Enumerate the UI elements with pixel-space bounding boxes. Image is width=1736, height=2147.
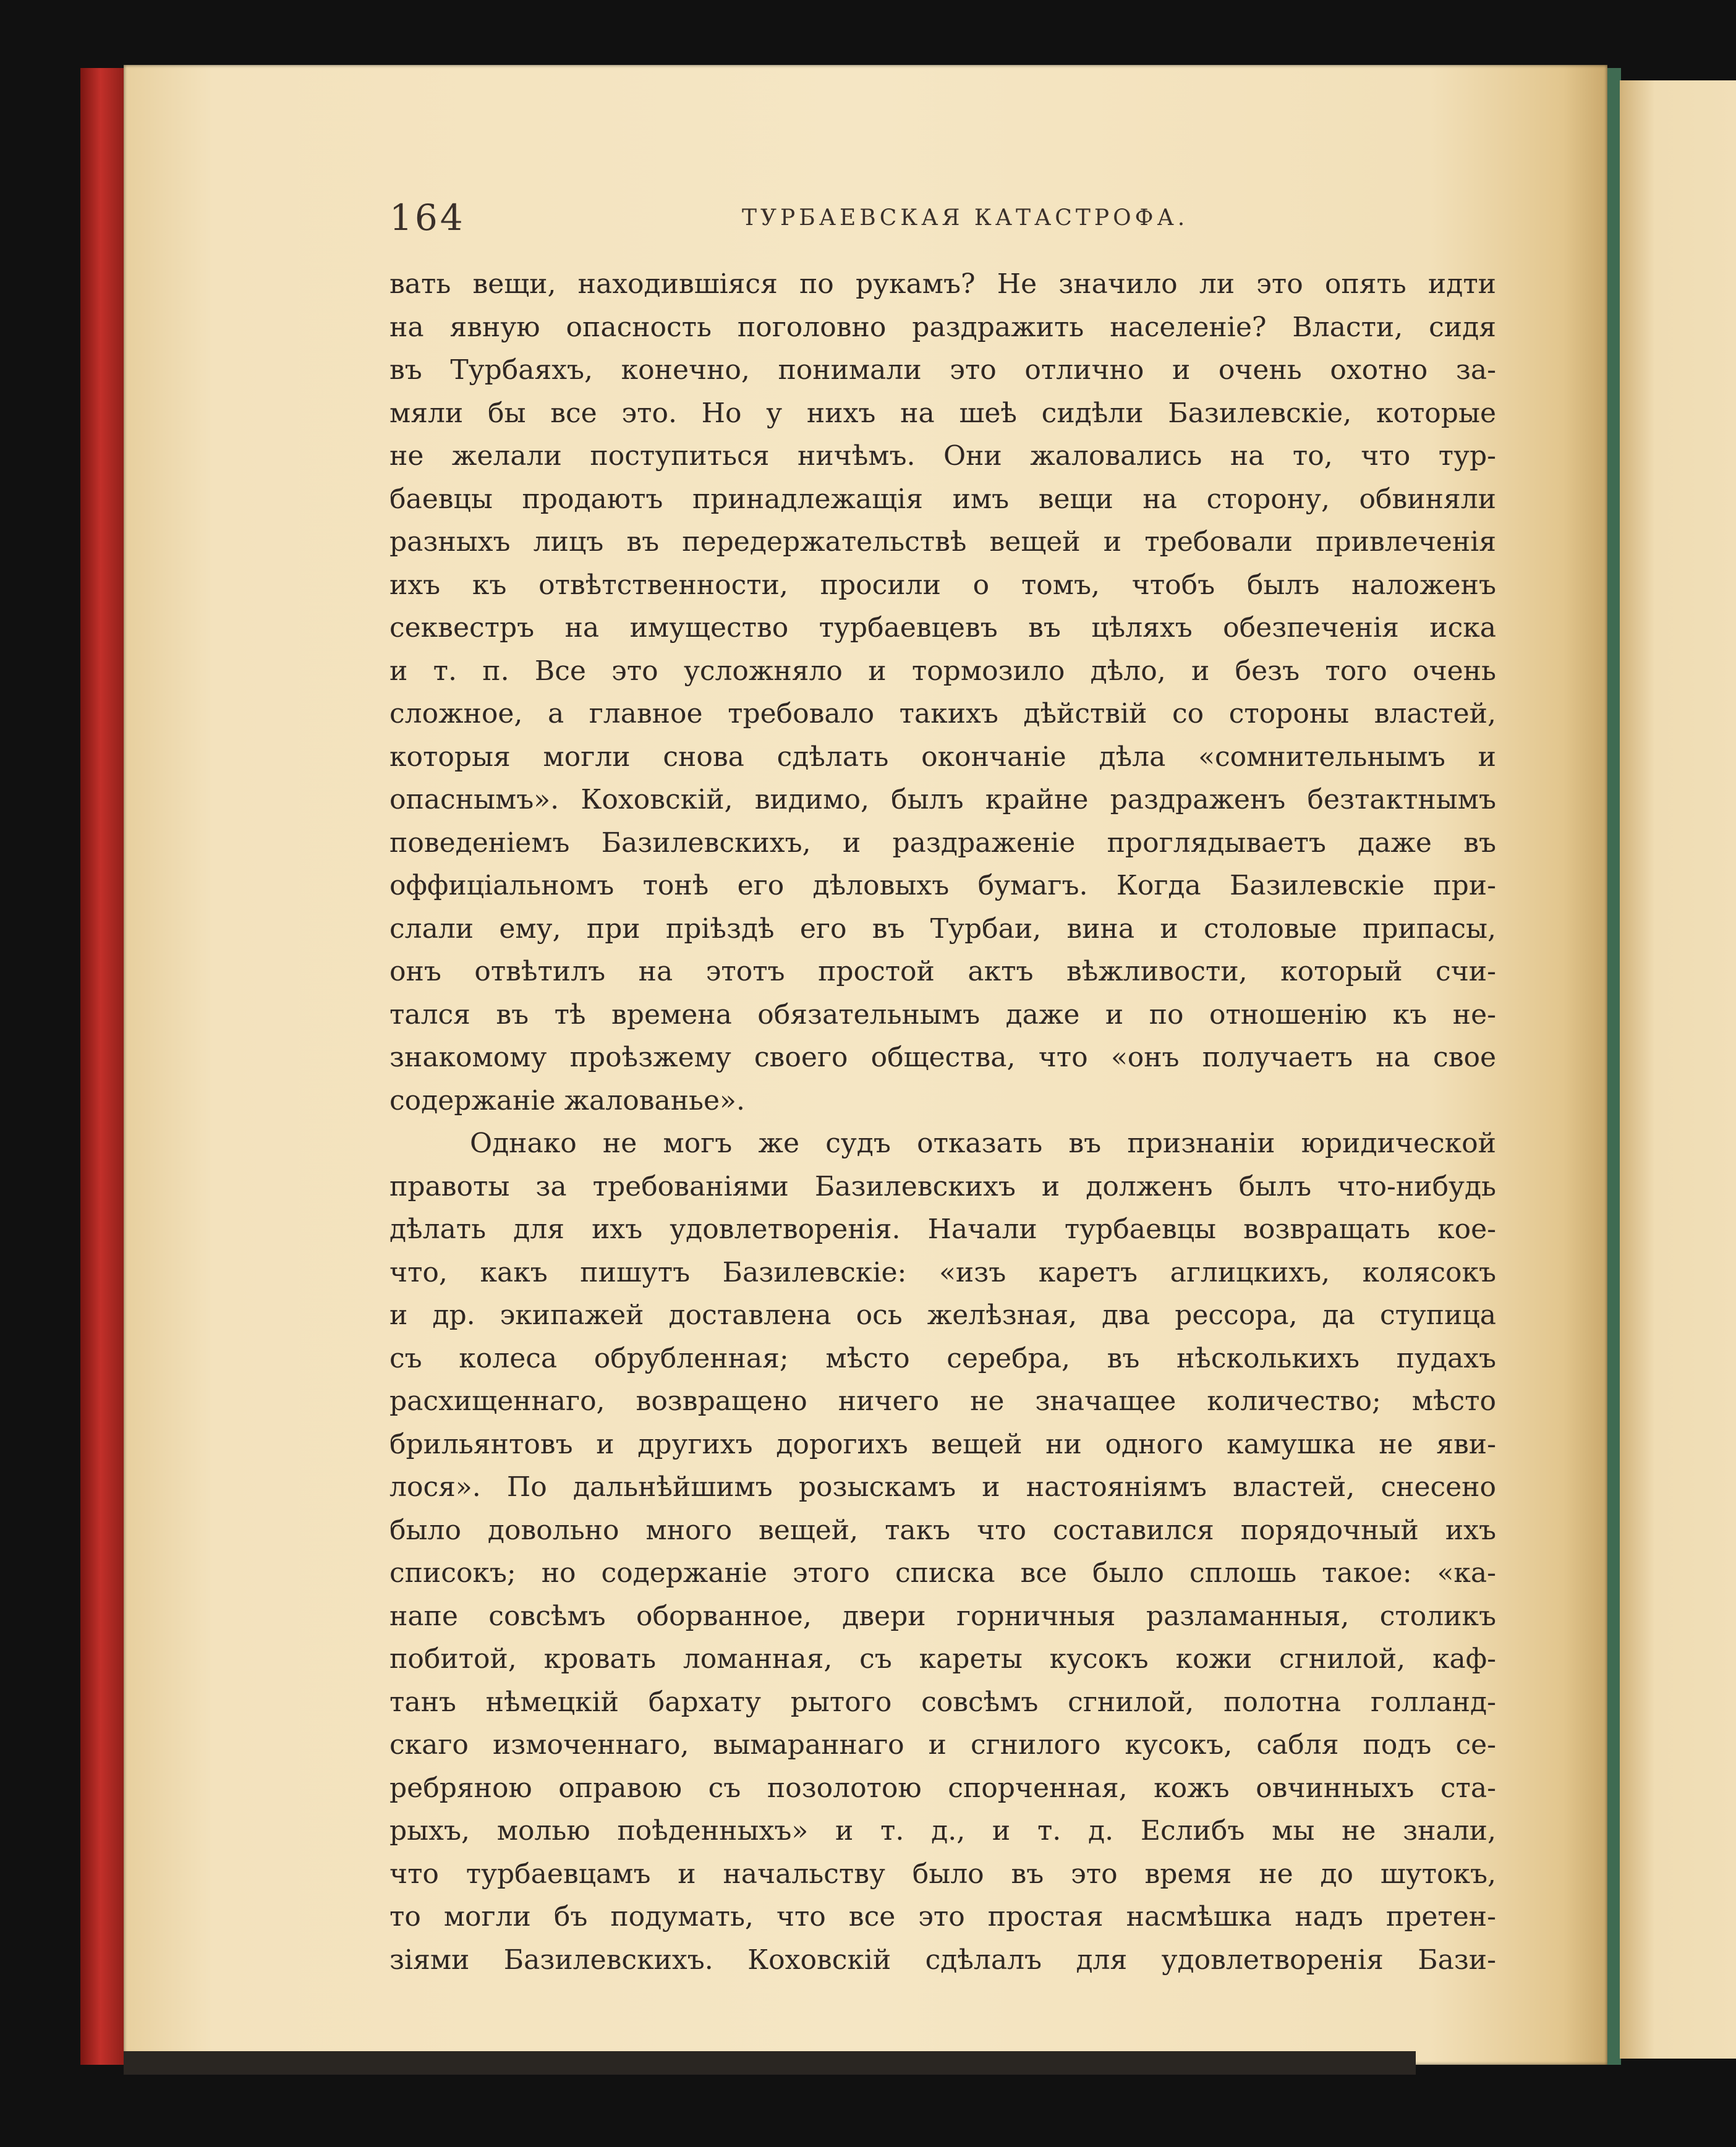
next-page [1620, 80, 1736, 2059]
page-number: 164 [389, 197, 466, 239]
text-line: опаснымъ». Коховскій, видимо, былъ крайне раздраженъ безтактнымъ [389, 784, 1496, 815]
text-line: мяли бы все это. Но у нихъ на шеѣ сидѣли Базилевскіе, которые [389, 397, 1496, 429]
text-line: было довольно много вещей, такъ что составился порядочный ихъ [389, 1514, 1496, 1546]
text-line: дѣлать для ихъ удовлетворенія. Начали турбаевцы возвращать кое- [389, 1214, 1496, 1245]
text-line: ребряною оправою съ позолотою спорченная, кожъ овчинныхъ ста- [389, 1772, 1496, 1804]
text-line: въ Турбаяхъ, конечно, понимали это отлично и очень охотно за- [389, 354, 1496, 386]
text-line: и т. п. Все это усложняло и тормозило дѣло, и безъ того очень [389, 655, 1496, 687]
page-text [389, 263, 1496, 1981]
text-line: баевцы продаютъ принадлежащія имъ вещи на сторону, обвиняли [389, 483, 1496, 515]
text-line: брильянтовъ и другихъ дорогихъ вещей ни одного камушка не яви- [389, 1428, 1496, 1460]
text-line: вать вещи, находившіяся по рукамъ? Не значило ли это опять идти [389, 268, 1496, 300]
text-line: рыхъ, молью поѣденныхъ» и т. д., и т. д. Еслибъ мы не знали, [389, 1815, 1496, 1847]
text-line: зіями Базилевскихъ. Коховскій сдѣлалъ для удовлетворенія Бази- [389, 1944, 1496, 1976]
text-line: онъ отвѣтилъ на этотъ простой актъ вѣжливости, который счи- [389, 956, 1496, 987]
text-line: танъ нѣмецкій бархату рытого совсѣмъ сгнилой, полотна голланд- [389, 1686, 1496, 1718]
text-line: расхищеннаго, возвращено ничего не значащее количество; мѣсто [389, 1385, 1496, 1417]
text-line: разныхъ лицъ въ передержательствѣ вещей и требовали привлеченія [389, 526, 1496, 558]
text-line: ихъ къ отвѣтственности, просили о томъ, чтобъ былъ наложенъ [389, 569, 1496, 601]
text-line: что турбаевцамъ и начальству было въ это время не до шутокъ, [389, 1858, 1496, 1890]
text-line: секвестръ на имущество турбаевцевъ въ цѣляхъ обезпеченія иска [389, 612, 1496, 644]
text-line: тался въ тѣ времена обязательнымъ даже и по отношенію къ не- [389, 998, 1496, 1031]
text-line: скаго измоченнаго, вымараннаго и сгнилого кусокъ, сабля подъ се- [389, 1729, 1496, 1761]
text-line: содержаніе жалованье». [389, 1084, 745, 1116]
text-line: которыя могли снова сдѣлать окончаніе дѣла «сомнительнымъ и [389, 741, 1496, 773]
page-shadow [124, 2051, 1416, 2075]
text-line: правоты за требованіями Базилевскихъ и долженъ былъ что-нибудь [389, 1170, 1496, 1202]
text-line: напе совсѣмъ оборванное, двери горничныя разламанныя, столикъ [389, 1600, 1496, 1632]
text-line: то могли бъ подумать, что все это простая насмѣшка надъ претен- [389, 1901, 1496, 1932]
text-line: и др. экипажей доставлена ось желѣзная, два рессора, да ступица [389, 1299, 1496, 1331]
text-line: списокъ; но содержаніе этого списка все было сплошь такое: «ка- [389, 1557, 1496, 1589]
text-line: что, какъ пишутъ Базилевскіе: «изъ каретъ аглицкихъ, колясокъ [389, 1256, 1496, 1288]
text-line: поведеніемъ Базилевскихъ, и раздраженіе проглядываетъ даже въ [389, 827, 1496, 859]
text-line: лося». По дальнѣйшимъ розыскамъ и настояніямъ властей, снесено [389, 1471, 1496, 1503]
text-line: знакомому проѣзжему своего общества, что «онъ получаетъ на свое [389, 1042, 1496, 1073]
text-line: не желали поступиться ничѣмъ. Они жаловались на то, что тур- [389, 440, 1496, 472]
text-line: сложное, а главное требовало такихъ дѣйствій со стороны властей, [389, 698, 1496, 729]
page-header [389, 197, 1496, 240]
text-line: слали ему, при пріѣздѣ его въ Турбаи, вина и столовые припасы, [389, 912, 1496, 945]
text-line: Однако не могъ же судъ отказать въ признаніи юридической [470, 1128, 1496, 1159]
text-line: оффиціальномъ тонѣ его дѣловыхъ бумагъ. Когда Базилевскіе при- [389, 870, 1496, 901]
text-line: побитой, кровать ломанная, съ кареты кусокъ кожи сгнилой, каф- [389, 1643, 1496, 1675]
book-spine [80, 68, 125, 2065]
running-title: ТУРБАЕВСКАЯ КАТАСТРОФА. [742, 205, 1189, 231]
text-line: съ колеса обрубленная; мѣсто серебра, въ нѣсколькихъ пудахъ [389, 1342, 1496, 1374]
text-line: на явную опасность поголовно раздражить населеніе? Власти, сидя [389, 311, 1496, 343]
next-page-edge [1607, 68, 1621, 2065]
